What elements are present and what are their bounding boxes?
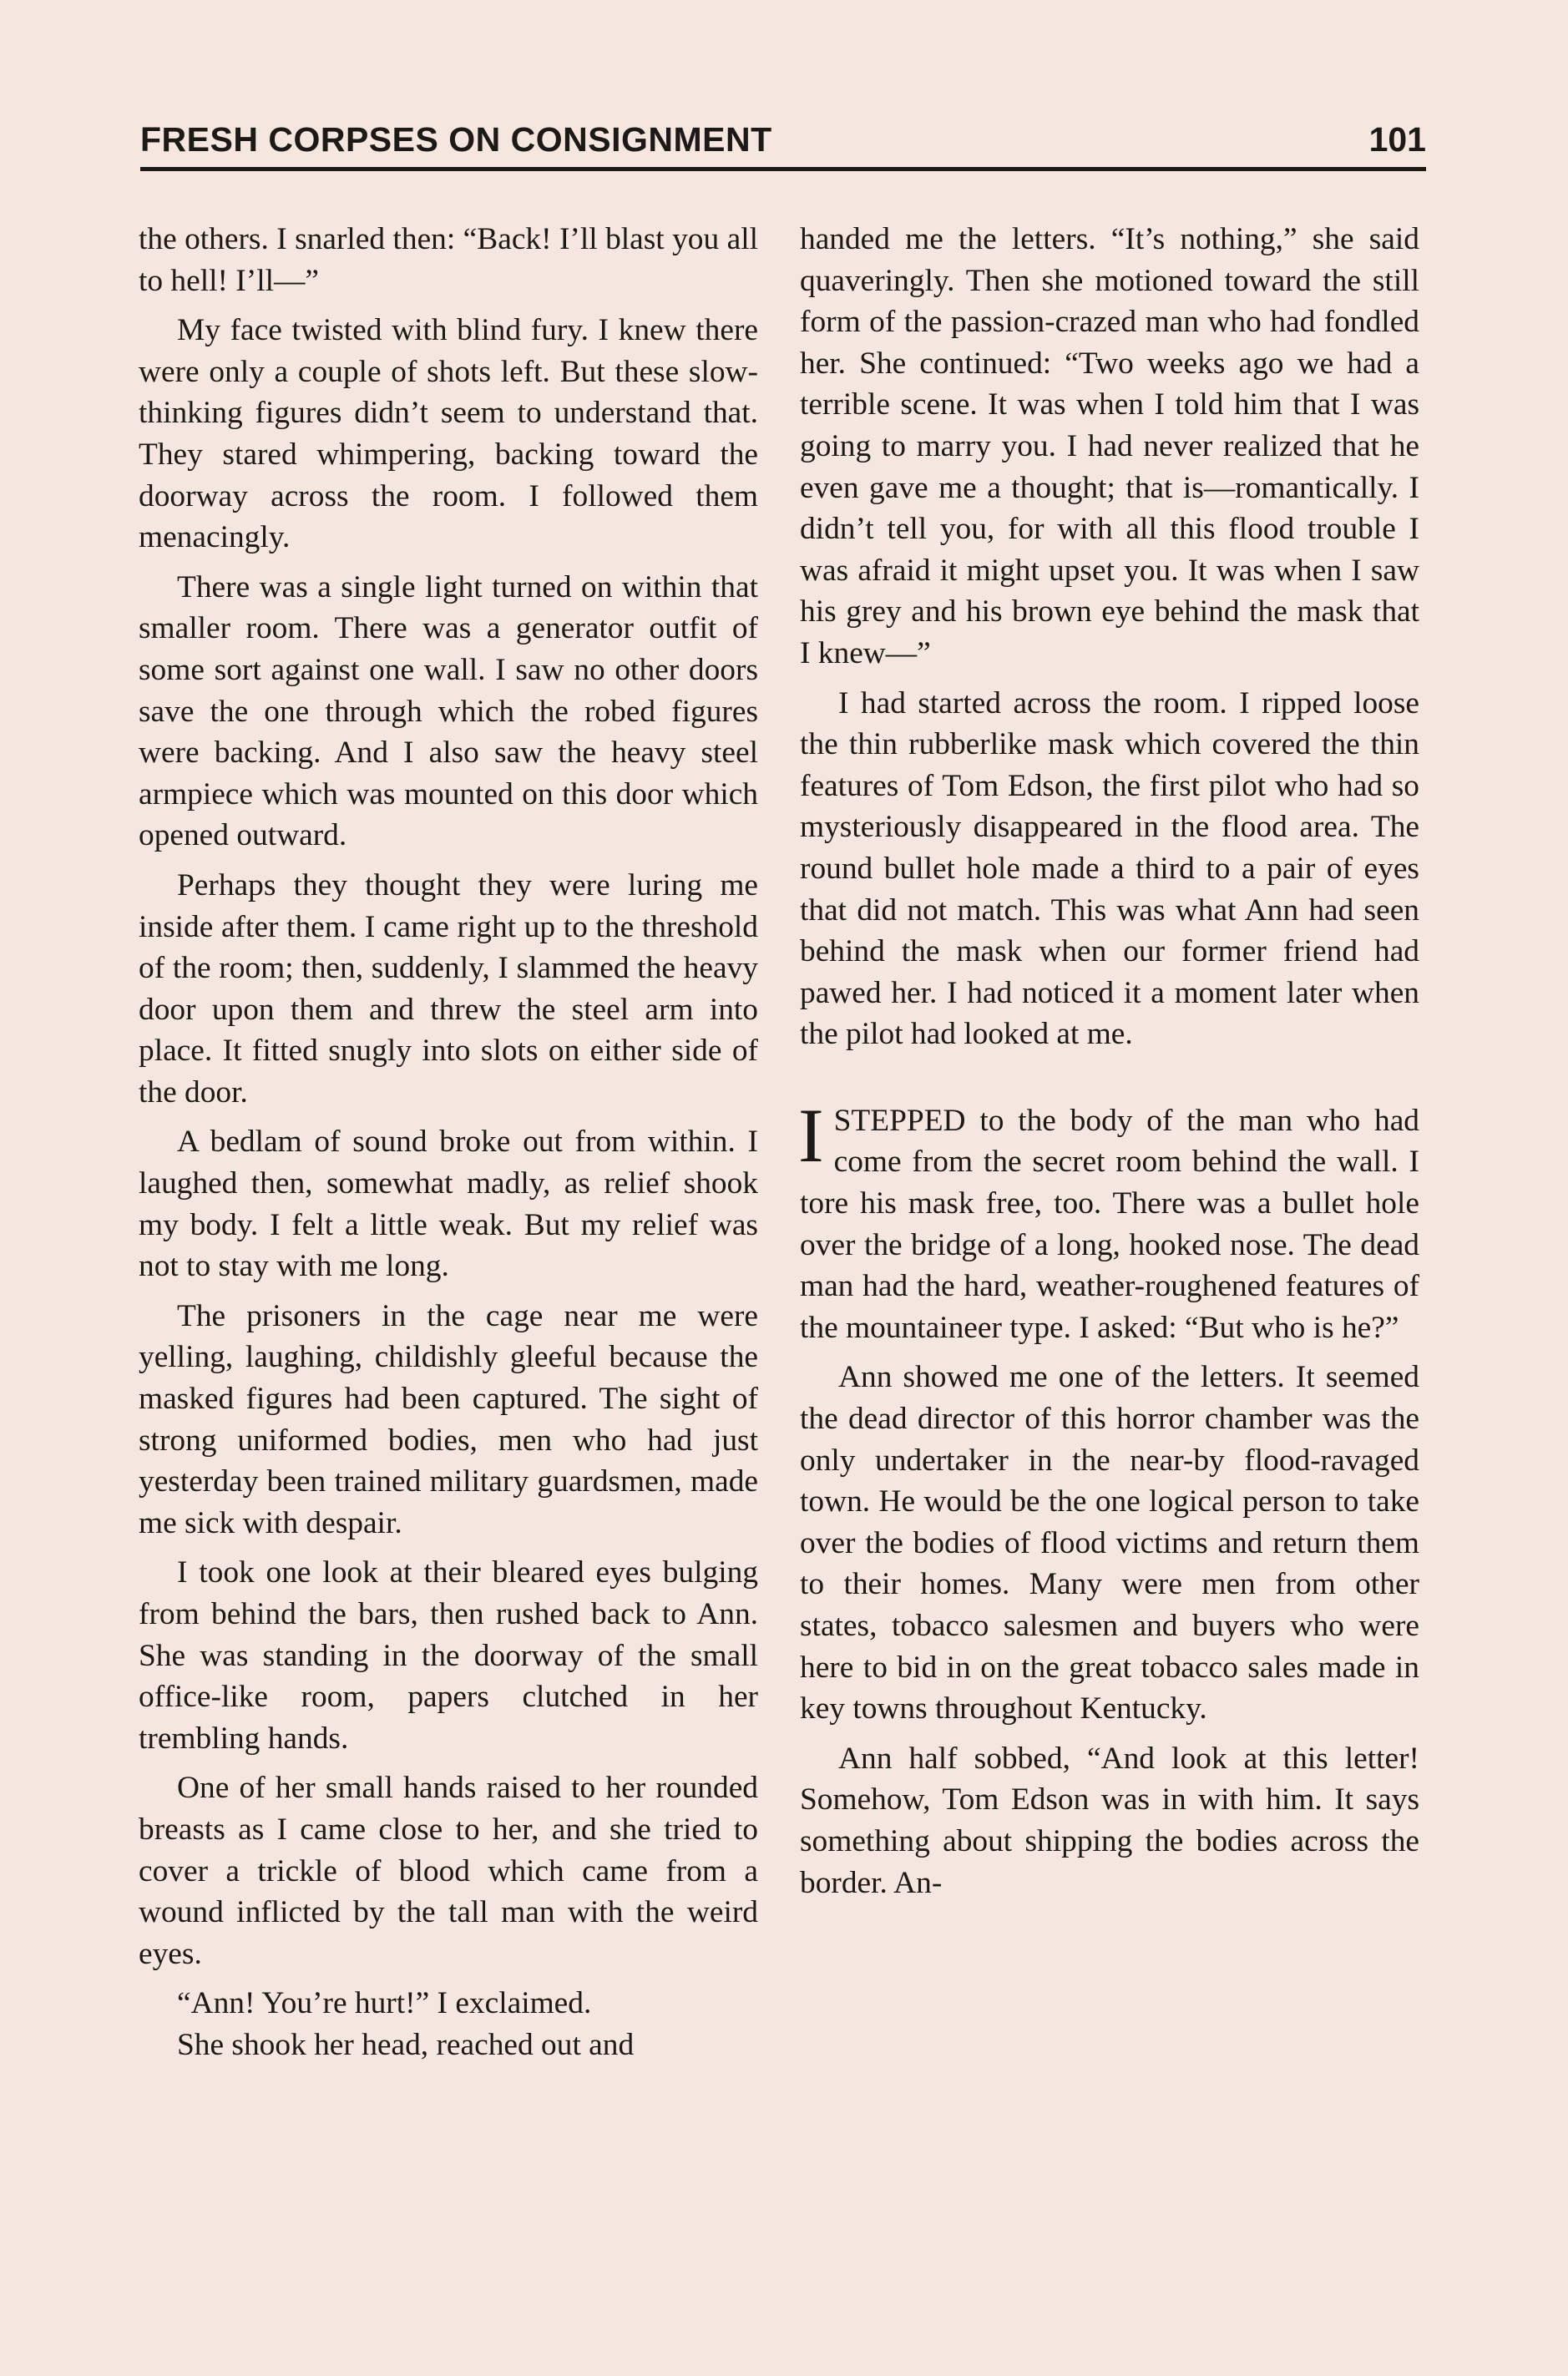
paragraph: My face twisted with blind fury. I knew there were only a couple of shots left. But these slow-thinking figures didn’t seem to understand that. They stared whimpering, backing toward the doorway across the room. I followed them menacingly.: [139, 313, 758, 555]
paragraph: handed me the letters. “It’s nothing,” she said quaveringly. Then she motioned toward the still form of the passion-crazed man who had fondled her. She continued: “Two weeks ago we had a terrible scene. It was when I told him that I was going to marry you. I had never realized that he even gave me a thought; that is—romantically. I didn’t tell you, for with all this flood trouble I was afraid it might upset you. It was when I saw his grey and his brown eye behind the mask that I knew—”: [800, 222, 1419, 670]
header-rule: [140, 167, 1426, 171]
paragraph: She shook her head, reached out and: [177, 2027, 635, 2062]
section-opening-paragraph: [798, 1092, 1419, 1349]
paragraph: the others. I snarled then: “Back! I’ll blast you all to hell! I’ll—”: [139, 222, 758, 298]
paragraph: “Ann! You’re hurt!” I exclaimed.: [177, 1986, 592, 2021]
paragraph: There was a single light turned on within that smaller room. There was a generator outfit of some sort against one wall. I saw no other doors save the one through which the robed figures were backing. And I also saw the heavy steel armpiece which was mounted on this door which opened outward.: [139, 569, 758, 853]
left-column: [139, 219, 758, 2075]
paragraph: A bedlam of sound broke out from within. I laughed then, somewhat madly, as relief shook my body. I felt a little weak. But my relief was not to stay with me long.: [139, 1125, 758, 1284]
paragraph: Ann showed me one of the letters. It seemed the dead director of this horror chamber was the only undertaker in the near-by flood-ravaged town. He would be the one logical person to take over the bodies of flood victims and return them to their homes. Many were men from other states, tobacco salesmen and buyers who were here to bid in on the great tobacco sales made in key towns throughout Kentucky.: [800, 1360, 1419, 1726]
running-title: FRESH CORPSES ON CONSIGNMENT: [140, 120, 772, 159]
section-opening-text: STEPPED to the body of the man who had come from the secret room behind the wall. I tore his mask free, too. There was a bullet hole over the bridge of a long, hooked nose. The dead man had the hard, weather-roughened features of the mountaineer type. I asked: “But who is he?”: [800, 1103, 1419, 1345]
paragraph: Ann half sobbed, “And look at this letter! Somehow, Tom Edson was in with him. It says something about shipping the bodies across the border. An-: [800, 1741, 1419, 1900]
right-column: [800, 219, 1419, 1912]
paragraph: Perhaps they thought they were luring me inside after them. I came right up to the threshold of the room; then, suddenly, I slammed the heavy door upon them and threw the steel arm into place. It fitted snugly into slots on either side of the door.: [139, 867, 758, 1110]
drop-cap: I: [798, 1092, 824, 1178]
running-header: [140, 117, 1426, 167]
page-number: 101: [1368, 120, 1426, 159]
paragraph: One of her small hands raised to her rounded breasts as I came close to her, and she tried to cover a trickle of blood which came from a wound inflicted by the tall man with the weird eyes.: [139, 1771, 758, 1971]
paragraph: The prisoners in the cage near me were yelling, laughing, childishly gleeful because the masked figures had been captured. The sight of strong uniformed bodies, men who had just yesterday been trained military guardsmen, made me sick with despair.: [139, 1298, 758, 1540]
paragraph: I took one look at their bleared eyes bulging from behind the bars, then rushed back to Ann. She was standing in the doorway of the small office-like room, papers clutched in her trembling hands.: [139, 1555, 758, 1756]
paragraph: I had started across the room. I ripped loose the thin rubberlike mask which covered the thin features of Tom Edson, the first pilot who had so mysteriously disappeared in the flood area. The round bullet hole made a third to a pair of eyes that did not match. This was what Ann had seen behind the mask when our former friend had pawed her. I had noticed it a moment later when the pilot had looked at me.: [800, 685, 1419, 1052]
